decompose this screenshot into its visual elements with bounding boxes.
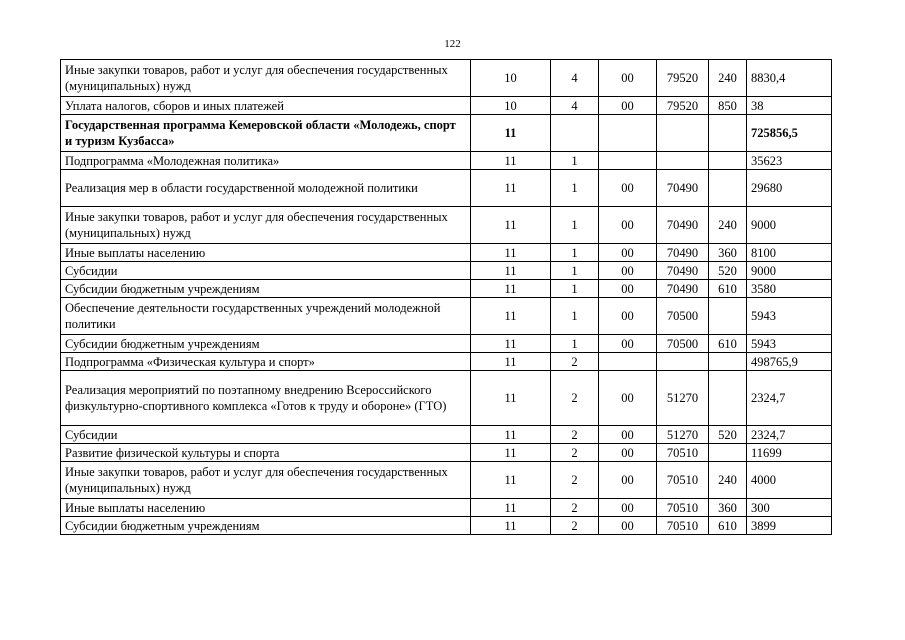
amount-cell: 498765,9	[747, 353, 832, 371]
section-code-cell: 10	[471, 60, 551, 97]
expense-type-cell	[709, 298, 747, 335]
section-code-cell: 11	[471, 115, 551, 152]
expense-type-cell: 240	[709, 462, 747, 499]
program-code-cell: 00	[599, 170, 657, 207]
target-code-cell: 79520	[657, 97, 709, 115]
program-code-cell: 00	[599, 462, 657, 499]
table-row	[61, 353, 832, 371]
program-code-cell: 00	[599, 207, 657, 244]
expense-type-cell: 240	[709, 60, 747, 97]
budget-table-body	[61, 60, 832, 535]
expense-type-cell: 520	[709, 262, 747, 280]
section-code-cell: 11	[471, 517, 551, 535]
row-name-cell: Уплата налогов, сборов и иных платежей	[61, 97, 471, 115]
table-row	[61, 97, 832, 115]
row-name-cell: Государственная программа Кемеровской области «Молодежь, спорт и туризм Кузбасса»	[61, 115, 471, 152]
table-row	[61, 426, 832, 444]
table-row	[61, 152, 832, 170]
table-row	[61, 244, 832, 262]
program-code-cell: 00	[599, 262, 657, 280]
amount-cell: 9000	[747, 207, 832, 244]
table-row	[61, 262, 832, 280]
expense-type-cell: 360	[709, 244, 747, 262]
row-name-cell: Подпрограмма «Молодежная политика»	[61, 152, 471, 170]
subsection-code-cell: 1	[551, 262, 599, 280]
subsection-code-cell: 1	[551, 298, 599, 335]
table-row	[61, 115, 832, 152]
expense-type-cell: 520	[709, 426, 747, 444]
subsection-code-cell: 1	[551, 170, 599, 207]
row-name-cell: Иные выплаты населению	[61, 244, 471, 262]
section-code-cell: 11	[471, 152, 551, 170]
amount-cell: 35623	[747, 152, 832, 170]
program-code-cell	[599, 115, 657, 152]
amount-cell: 2324,7	[747, 426, 832, 444]
subsection-code-cell: 4	[551, 60, 599, 97]
row-name-cell: Иные выплаты населению	[61, 499, 471, 517]
program-code-cell: 00	[599, 97, 657, 115]
row-name-cell: Субсидии	[61, 426, 471, 444]
target-code-cell: 70490	[657, 280, 709, 298]
section-code-cell: 11	[471, 170, 551, 207]
row-name-cell: Реализация мер в области государственной молодежной политики	[61, 170, 471, 207]
table-row	[61, 499, 832, 517]
target-code-cell: 70510	[657, 444, 709, 462]
section-code-cell: 11	[471, 353, 551, 371]
expense-type-cell: 610	[709, 517, 747, 535]
table-row	[61, 280, 832, 298]
target-code-cell: 70490	[657, 262, 709, 280]
subsection-code-cell: 2	[551, 517, 599, 535]
amount-cell: 4000	[747, 462, 832, 499]
table-row	[61, 170, 832, 207]
expense-type-cell	[709, 152, 747, 170]
target-code-cell	[657, 353, 709, 371]
row-name-cell: Обеспечение деятельности государственных учреждений молодежной политики	[61, 298, 471, 335]
program-code-cell: 00	[599, 335, 657, 353]
subsection-code-cell: 2	[551, 444, 599, 462]
target-code-cell	[657, 115, 709, 152]
row-name-cell: Развитие физической культуры и спорта	[61, 444, 471, 462]
expense-type-cell	[709, 353, 747, 371]
section-code-cell: 11	[471, 462, 551, 499]
expense-type-cell	[709, 371, 747, 426]
subsection-code-cell: 1	[551, 244, 599, 262]
target-code-cell: 79520	[657, 60, 709, 97]
amount-cell: 3580	[747, 280, 832, 298]
row-name-cell: Субсидии бюджетным учреждениям	[61, 517, 471, 535]
program-code-cell: 00	[599, 371, 657, 426]
subsection-code-cell: 1	[551, 207, 599, 244]
amount-cell: 5943	[747, 335, 832, 353]
target-code-cell: 70510	[657, 462, 709, 499]
target-code-cell: 70500	[657, 335, 709, 353]
row-name-cell: Иные закупки товаров, работ и услуг для обеспечения государственных (муниципальных) нужд	[61, 462, 471, 499]
program-code-cell: 00	[599, 298, 657, 335]
section-code-cell: 11	[471, 444, 551, 462]
target-code-cell: 70510	[657, 517, 709, 535]
program-code-cell: 00	[599, 517, 657, 535]
table-row	[61, 371, 832, 426]
subsection-code-cell: 2	[551, 371, 599, 426]
program-code-cell: 00	[599, 426, 657, 444]
amount-cell: 3899	[747, 517, 832, 535]
row-name-cell: Иные закупки товаров, работ и услуг для обеспечения государственных (муниципальных) нужд	[61, 207, 471, 244]
amount-cell: 9000	[747, 262, 832, 280]
expense-type-cell	[709, 170, 747, 207]
program-code-cell: 00	[599, 280, 657, 298]
expense-type-cell	[709, 444, 747, 462]
section-code-cell: 11	[471, 298, 551, 335]
table-row	[61, 444, 832, 462]
target-code-cell: 51270	[657, 371, 709, 426]
amount-cell: 8100	[747, 244, 832, 262]
row-name-cell: Субсидии бюджетным учреждениям	[61, 335, 471, 353]
row-name-cell: Реализация мероприятий по поэтапному внедрению Всероссийского физкультурно-спортивного комплекса «Готов к труду и обороне» (ГТО)	[61, 371, 471, 426]
subsection-code-cell: 2	[551, 426, 599, 444]
program-code-cell: 00	[599, 244, 657, 262]
target-code-cell: 51270	[657, 426, 709, 444]
program-code-cell: 00	[599, 499, 657, 517]
table-row	[61, 462, 832, 499]
expense-type-cell: 240	[709, 207, 747, 244]
section-code-cell: 11	[471, 262, 551, 280]
table-row	[61, 517, 832, 535]
amount-cell: 8830,4	[747, 60, 832, 97]
expense-type-cell: 360	[709, 499, 747, 517]
amount-cell: 2324,7	[747, 371, 832, 426]
table-row	[61, 60, 832, 97]
row-name-cell: Иные закупки товаров, работ и услуг для обеспечения государственных (муниципальных) нужд	[61, 60, 471, 97]
expense-type-cell: 610	[709, 280, 747, 298]
page-number: 122	[444, 38, 461, 50]
target-code-cell: 70500	[657, 298, 709, 335]
amount-cell: 725856,5	[747, 115, 832, 152]
row-name-cell: Подпрограмма «Физическая культура и спорт»	[61, 353, 471, 371]
target-code-cell: 70490	[657, 170, 709, 207]
table-row	[61, 298, 832, 335]
expense-type-cell: 850	[709, 97, 747, 115]
target-code-cell: 70490	[657, 244, 709, 262]
section-code-cell: 11	[471, 499, 551, 517]
target-code-cell: 70490	[657, 207, 709, 244]
section-code-cell: 10	[471, 97, 551, 115]
section-code-cell: 11	[471, 335, 551, 353]
subsection-code-cell: 1	[551, 335, 599, 353]
subsection-code-cell	[551, 115, 599, 152]
subsection-code-cell: 2	[551, 353, 599, 371]
target-code-cell	[657, 152, 709, 170]
row-name-cell: Субсидии	[61, 262, 471, 280]
program-code-cell	[599, 152, 657, 170]
subsection-code-cell: 1	[551, 152, 599, 170]
table-row	[61, 335, 832, 353]
subsection-code-cell: 2	[551, 462, 599, 499]
section-code-cell: 11	[471, 426, 551, 444]
subsection-code-cell: 1	[551, 280, 599, 298]
subsection-code-cell: 4	[551, 97, 599, 115]
program-code-cell: 00	[599, 60, 657, 97]
program-code-cell: 00	[599, 444, 657, 462]
amount-cell: 11699	[747, 444, 832, 462]
amount-cell: 300	[747, 499, 832, 517]
expense-type-cell: 610	[709, 335, 747, 353]
program-code-cell	[599, 353, 657, 371]
section-code-cell: 11	[471, 280, 551, 298]
table-row	[61, 207, 832, 244]
row-name-cell: Субсидии бюджетным учреждениям	[61, 280, 471, 298]
section-code-cell: 11	[471, 244, 551, 262]
section-code-cell: 11	[471, 207, 551, 244]
budget-table	[60, 59, 832, 535]
amount-cell: 5943	[747, 298, 832, 335]
subsection-code-cell: 2	[551, 499, 599, 517]
target-code-cell: 70510	[657, 499, 709, 517]
amount-cell: 29680	[747, 170, 832, 207]
amount-cell: 38	[747, 97, 832, 115]
section-code-cell: 11	[471, 371, 551, 426]
expense-type-cell	[709, 115, 747, 152]
